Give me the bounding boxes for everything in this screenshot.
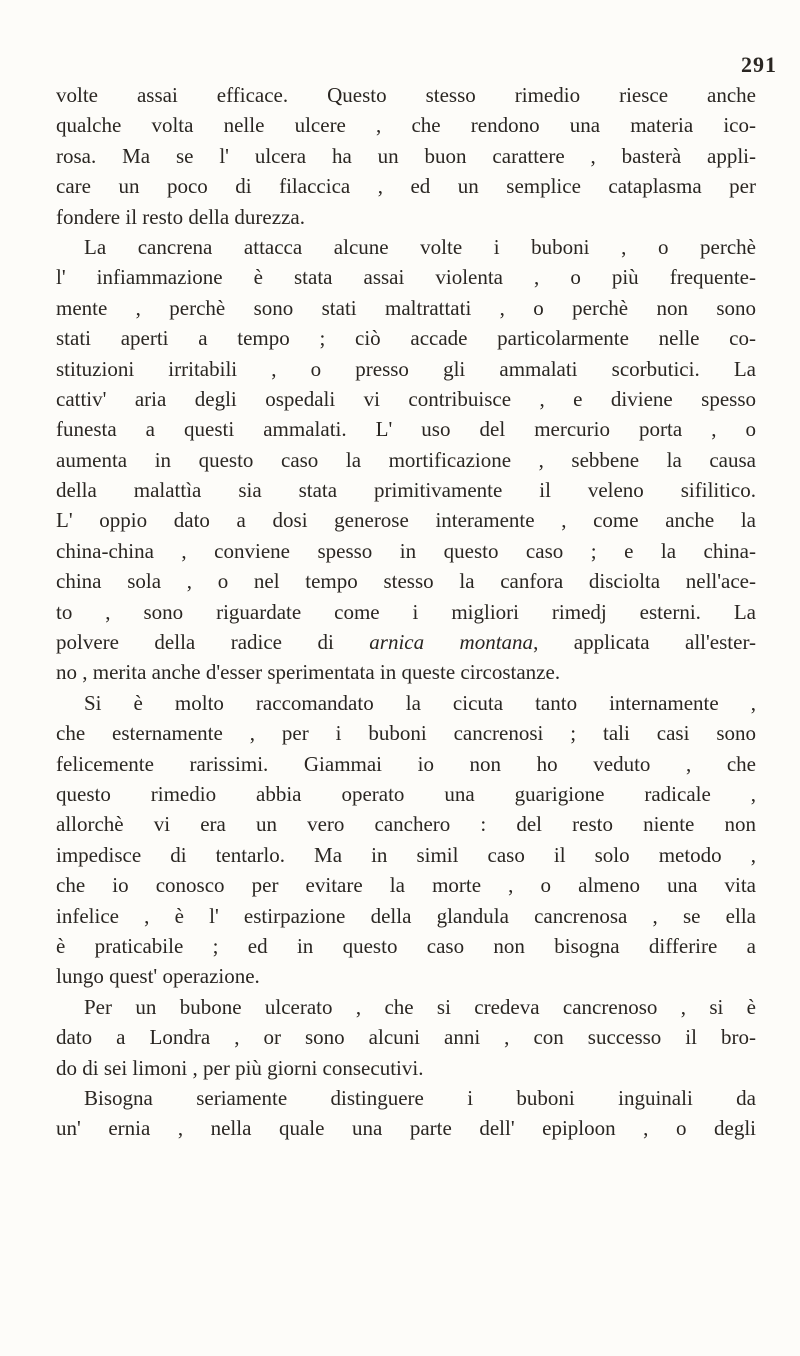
text-line: qualche volta nelle ulcere , che rendono una materia ico- [56, 113, 756, 138]
text-line: L' oppio dato a dosi generose interamente , come anche la [56, 508, 756, 533]
text-line: to , sono riguardate come i migliori rimedj esterni. La [56, 599, 756, 624]
text-line: fondere il resto della durezza. [56, 204, 305, 229]
text-line: l' infiammazione è stata assai violenta , o più frequente- [56, 265, 756, 290]
text-line-with-italic [56, 627, 756, 657]
italic-term: arnica montana [369, 630, 534, 655]
page-number: 291 [741, 52, 777, 77]
text-line: china-china , conviene spesso in questo caso ; e la china- [56, 538, 756, 563]
text-line: china sola , o nel tempo stesso la canfora disciolta nell'ace- [56, 569, 756, 594]
text-line: mente , perchè sono stati maltrattati , o perchè non sono [56, 295, 756, 320]
text-line: rosa. Ma se l' ulcera ha un buon carattere , basterà appli- [56, 143, 756, 168]
text-line: care un poco di filaccica , ed un semplice cataplasma per [56, 174, 756, 199]
text-line: lungo quest' operazione. [56, 964, 260, 989]
text-line: un' ernia , nella quale una parte dell' epiploon , o degli [56, 1116, 756, 1141]
text-line: no , merita anche d'esser sperimentata in queste circostanze. [56, 660, 561, 685]
text-line: La cancrena attacca alcune volte i buboni , o perchè [84, 234, 756, 259]
text-line: stati aperti a tempo ; ciò accade particolarmente nelle co- [56, 326, 756, 351]
body-text [56, 80, 756, 1144]
text-line: Per un bubone ulcerato , che si credeva cancrenoso , si è [84, 994, 756, 1019]
text-line: impedisce di tentarlo. Ma in simil caso il solo metodo , [56, 842, 756, 867]
text-line: è praticabile ; ed in questo caso non bisogna differire a [56, 933, 756, 958]
text-line: dato a Londra , or sono alcuni anni , con successo il bro- [56, 1025, 756, 1050]
text-line: aumenta in questo caso la mortificazione , sebbene la causa [56, 447, 756, 472]
text-segment: , applicata all'ester- [533, 630, 757, 655]
text-line: della malattìa sia stata primitivamente il veleno sifilitico. [56, 478, 756, 503]
text-line: infelice , è l' estirpazione della glandula cancrenosa , se ella [56, 903, 756, 928]
text-line: allorchè vi era un vero canchero : del resto niente non [56, 812, 756, 837]
text-line: stituzioni irritabili , o presso gli ammalati scorbutici. La [56, 356, 756, 381]
text-line: funesta a questi ammalati. L' uso del mercurio porta , o [56, 417, 756, 442]
text-line: che io conosco per evitare la morte , o almeno una vita [56, 873, 756, 898]
text-line: do di sei limoni , per più giorni consecutivi. [56, 1055, 424, 1080]
text-line: felicemente rarissimi. Giammai io non ho veduto , che [56, 751, 756, 776]
text-line: Si è molto raccomandato la cicuta tanto internamente , [84, 690, 756, 715]
text-line: volte assai efficace. Questo stesso rimedio riesce anche [56, 83, 756, 107]
text-line: che esternamente , per i buboni cancrenosi ; tali casi sono [56, 721, 756, 746]
text-line: Bisogna seriamente distinguere i buboni inguinali da [84, 1085, 756, 1110]
text-segment: polvere della radice di [56, 630, 370, 655]
text-line: cattiv' aria degli ospedali vi contribuisce , e diviene spesso [56, 386, 756, 411]
text-line: questo rimedio abbia operato una guarigione radicale , [56, 781, 756, 806]
